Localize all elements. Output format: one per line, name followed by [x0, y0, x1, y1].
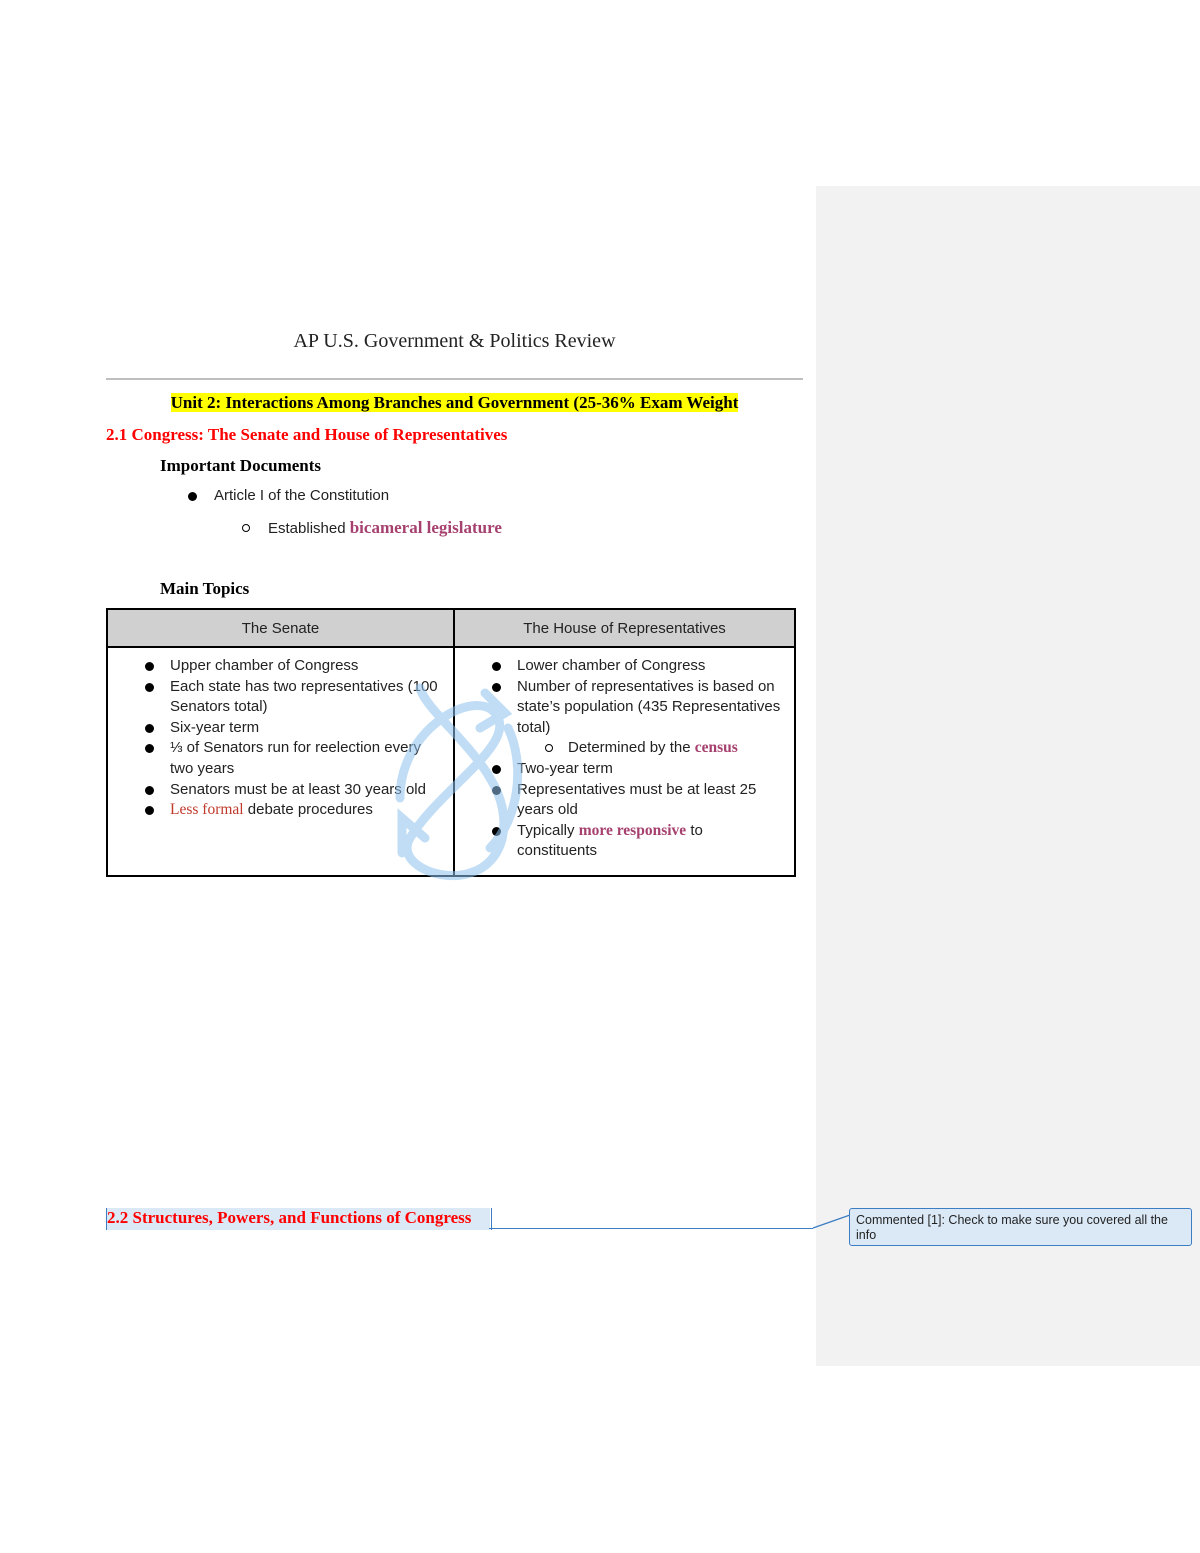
bullet-dot: [492, 827, 501, 836]
bullet-dot: [145, 683, 154, 692]
house-item-1: Lower chamber of Congress: [517, 657, 706, 674]
unit-heading: [0, 393, 909, 413]
unit-heading-text: Unit 2: Interactions Among Branches and Government (25-36% Exam Weight: [170, 393, 739, 412]
comment-label: Commented [1]:: [856, 1213, 945, 1227]
bullet-dot: [492, 765, 501, 774]
section-2-2-heading: [106, 1208, 490, 1230]
bullet-dot: [145, 744, 154, 753]
comment-text: Check to make sure you covered all the info: [856, 1213, 1168, 1242]
bullet-dot: [145, 662, 154, 671]
list-item: [455, 780, 794, 821]
senate-item-6-rest: debate procedures: [243, 801, 373, 819]
comment-balloon[interactable]: [849, 1208, 1192, 1246]
document-subitem: [268, 518, 502, 538]
house-item-2: Number of representatives is based on state’s population (435 Representatives total): [517, 677, 781, 736]
bullet-dot: [188, 492, 197, 501]
senate-item-4: ⅓ of Senators run for reelection every two years: [170, 739, 421, 777]
comment-range-end: [491, 1208, 492, 1230]
list-item: [108, 800, 453, 821]
list-item: [455, 821, 794, 862]
bullet-dot: [145, 786, 154, 795]
bullet-dot: [492, 683, 501, 692]
bullet-dot: [145, 806, 154, 815]
house-item-4: Representatives must be at least 25 years old: [517, 780, 757, 819]
section-2-2-text: 2.2 Structures, Powers, and Functions of Congress: [107, 1208, 472, 1227]
list-item: [108, 780, 453, 801]
house-item-5: Typically: [517, 821, 579, 839]
house-item-3: Two-year term: [517, 759, 613, 777]
comparison-table: [106, 608, 796, 877]
important-documents-heading: Important Documents: [160, 456, 322, 475]
bullet-dot: [145, 724, 154, 733]
keyword-less-formal: Less formal: [170, 801, 244, 819]
senate-item-2: Each state has two representatives (100 Senators total): [170, 677, 438, 716]
senate-cell: [107, 647, 454, 876]
section-2-1-heading: 2.1 Congress: The Senate and House of Representatives: [106, 425, 508, 444]
comment-connector-icon: [812, 1214, 852, 1230]
comment-connector-line: [489, 1228, 813, 1229]
senate-header: The Senate: [107, 609, 454, 647]
senate-item-3: Six-year term: [170, 718, 260, 736]
list-item: [108, 718, 453, 739]
document-item: Article I of the Constitution: [214, 487, 390, 504]
list-item: [108, 738, 453, 779]
house-subitem: Determined by the: [568, 739, 695, 757]
list-item: [455, 656, 794, 677]
keyword-bicameral: bicameral legislature: [349, 518, 502, 537]
list-item: [455, 759, 794, 780]
senate-item-5: Senators must be at least 30 years old: [170, 780, 426, 798]
subitem-text: Established: [268, 520, 350, 537]
sub-bullet-ring: [545, 744, 553, 752]
house-item-5-rest: to constituents: [517, 821, 703, 860]
table-header-row: [107, 609, 795, 647]
senate-item-1: Upper chamber of Congress: [170, 657, 359, 674]
table-row: [107, 647, 795, 876]
house-header: The House of Representatives: [454, 609, 795, 647]
keyword-census: census: [694, 739, 738, 757]
page-title: AP U.S. Government & Politics Review: [293, 330, 616, 352]
list-item: [108, 677, 453, 718]
sub-bullet-ring: [242, 524, 250, 532]
comment-pane: [816, 186, 1200, 1366]
bullet-dot: [492, 786, 501, 795]
main-topics-heading: Main Topics: [160, 579, 250, 598]
list-item: [455, 677, 794, 739]
house-cell: [454, 647, 795, 876]
bullet-dot: [492, 662, 501, 671]
list-item: [108, 656, 453, 677]
title-divider: [106, 378, 803, 380]
keyword-more-responsive: more responsive: [578, 821, 687, 839]
list-item: [455, 738, 794, 759]
